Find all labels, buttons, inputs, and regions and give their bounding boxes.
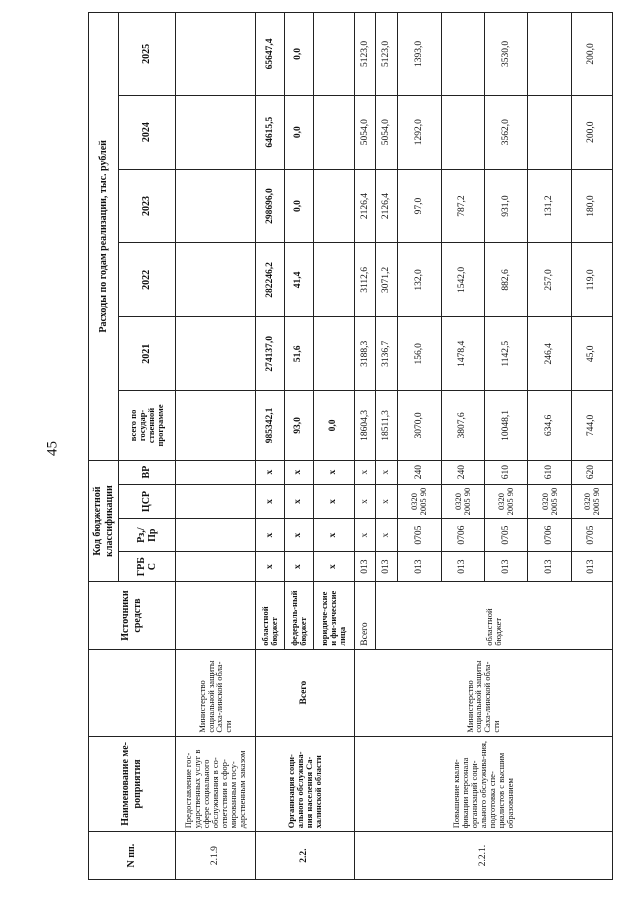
cell-grbs: 013 <box>441 551 484 581</box>
cell-rz: x <box>256 519 285 552</box>
cell-source: юридиче-ские и фи-зические лица <box>313 582 354 649</box>
cell-2022: 119,0 <box>571 243 612 317</box>
cell-grbs: 013 <box>528 551 571 581</box>
cell-grbs: 013 <box>376 551 398 581</box>
cell-csr: x <box>285 484 313 519</box>
row-num: 2.2. <box>256 832 355 880</box>
header-rz: Рз,/ Пр <box>119 519 175 552</box>
page-number: 45 <box>44 441 61 456</box>
row-executor: Всего <box>256 649 355 736</box>
cell-total: 18511,3 <box>376 391 398 461</box>
cell-2024: 1292,0 <box>398 95 441 169</box>
cell-csr: 0320 2005 90 <box>484 484 527 519</box>
cell-total: 0,0 <box>313 391 354 461</box>
cell-2023: 180,0 <box>571 169 612 243</box>
cell-vr: x <box>354 460 376 484</box>
header-vr: ВР <box>119 460 175 484</box>
cell-2021: 45,0 <box>571 317 612 391</box>
cell-csr: x <box>376 484 398 519</box>
row-name: Предоставление гос-ударственных услуг в сфере социального обслуживания в со-ответствии в сфор-мированным госу-дарственным заказом <box>175 736 255 832</box>
cell-2024 <box>528 95 571 169</box>
row-executor: Министерство социальной защиты Саха-линской обла-сти <box>354 649 612 736</box>
cell-2024 <box>441 95 484 169</box>
row-name: Повышение квали-фикации персонала организаций соци-ального обслужива-ния, подготовка спе-циалистов с высшим образованием <box>354 736 612 832</box>
cell-2025: 65647,4 <box>256 13 285 96</box>
cell-2022: 282246,2 <box>256 243 285 317</box>
cell-2025: 5123,0 <box>354 13 376 96</box>
cell-rz: 0705 <box>398 519 441 552</box>
cell-grbs: 013 <box>484 551 527 581</box>
cell-vr: 240 <box>441 460 484 484</box>
cell-csr: x <box>256 484 285 519</box>
header-2025: 2025 <box>119 13 175 96</box>
header-total: всего по государ-ственной программе <box>119 391 175 461</box>
cell-2022: 257,0 <box>528 243 571 317</box>
cell-vr: 620 <box>571 460 612 484</box>
header-executor <box>89 649 176 736</box>
cell-vr: x <box>256 460 285 484</box>
cell-2021: 246,4 <box>528 317 571 391</box>
cell-2023: 2126,4 <box>354 169 376 243</box>
cell-grbs: x <box>285 551 313 581</box>
cell-2023: 298696,0 <box>256 169 285 243</box>
cell-vr: 610 <box>484 460 527 484</box>
cell-total: 3807,6 <box>441 391 484 461</box>
row-executor: Министерство социальной защиты Саха-линской обла-сти <box>175 649 255 736</box>
cell-2023: 931,0 <box>484 169 527 243</box>
cell-2021: 3188,3 <box>354 317 376 391</box>
cell-grbs: 013 <box>354 551 376 581</box>
cell-total: 744,0 <box>571 391 612 461</box>
cell-csr: 0320 2005 90 <box>528 484 571 519</box>
cell-rz: x <box>376 519 398 552</box>
cell-rz: 0705 <box>571 519 612 552</box>
cell-2024: 0,0 <box>285 95 313 169</box>
cell-2021: 274137,0 <box>256 317 285 391</box>
cell-rz: 0706 <box>441 519 484 552</box>
header-expenses: Расходы по годам реализации, тыс. рублей <box>89 13 119 461</box>
cell-2022: 1542,0 <box>441 243 484 317</box>
cell-2025: 5123,0 <box>376 13 398 96</box>
row-num: 2.1.9 <box>175 832 255 880</box>
cell-total: 10048,1 <box>484 391 527 461</box>
table-row <box>256 13 285 880</box>
cell-2025 <box>313 13 354 96</box>
cell-2025: 200,0 <box>571 13 612 96</box>
cell-2024: 5054,0 <box>376 95 398 169</box>
cell-2025 <box>441 13 484 96</box>
cell-total: 18604,3 <box>354 391 376 461</box>
cell-2023: 131,2 <box>528 169 571 243</box>
cell-2022: 3071,2 <box>376 243 398 317</box>
cell-rz: 0705 <box>484 519 527 552</box>
cell-vr: x <box>376 460 398 484</box>
cell-2021: 51,6 <box>285 317 313 391</box>
cell-source: федераль-ный бюджет <box>285 582 313 649</box>
cell-2025 <box>528 13 571 96</box>
cell-rz: x <box>354 519 376 552</box>
cell-2023: 787,2 <box>441 169 484 243</box>
cell-2022: 3112,6 <box>354 243 376 317</box>
cell-2022: 132,0 <box>398 243 441 317</box>
cell-2023 <box>313 169 354 243</box>
cell-vr: x <box>313 460 354 484</box>
header-name: Наименование ме-роприятия <box>89 736 176 832</box>
budget-table <box>88 12 613 880</box>
cell-csr: 0320 2005 90 <box>398 484 441 519</box>
cell-2021: 3136,7 <box>376 317 398 391</box>
cell-2023: 97,0 <box>398 169 441 243</box>
cell-csr: x <box>313 484 354 519</box>
header-budget-code: Код бюджетной классификации <box>89 460 119 582</box>
cell-2024: 5054,0 <box>354 95 376 169</box>
cell-2021 <box>313 317 354 391</box>
cell-csr: 0320 2005 90 <box>571 484 612 519</box>
cell-vr: x <box>285 460 313 484</box>
row-name: Организация соци-ального обслужива-ния населения Са-халинской области <box>256 736 355 832</box>
cell-rz: 0706 <box>528 519 571 552</box>
cell-total: 93,0 <box>285 391 313 461</box>
table-row <box>354 13 376 880</box>
cell-2023: 0,0 <box>285 169 313 243</box>
cell-vr: 240 <box>398 460 441 484</box>
cell-rz: x <box>313 519 354 552</box>
cell-2025: 0,0 <box>285 13 313 96</box>
cell-2025: 3530,0 <box>484 13 527 96</box>
cell-2022 <box>313 243 354 317</box>
header-2021: 2021 <box>119 317 175 391</box>
header-sources: Источники средств <box>89 582 176 649</box>
cell-source: Всего <box>354 582 376 649</box>
cell-source: областной бюджет <box>376 582 613 649</box>
budget-table-rotated <box>88 12 613 880</box>
cell-2025: 1393,0 <box>398 13 441 96</box>
cell-2023: 2126,4 <box>376 169 398 243</box>
header-num: N пп. <box>89 832 176 880</box>
cell-grbs: x <box>313 551 354 581</box>
cell-rz: x <box>285 519 313 552</box>
cell-2022: 882,6 <box>484 243 527 317</box>
cell-2021: 156,0 <box>398 317 441 391</box>
cell-2022: 41,4 <box>285 243 313 317</box>
cell-vr: 610 <box>528 460 571 484</box>
cell-2021: 1478,4 <box>441 317 484 391</box>
cell-csr: x <box>354 484 376 519</box>
cell-2021: 1142,5 <box>484 317 527 391</box>
cell-2024: 200,0 <box>571 95 612 169</box>
row-num: 2.2.1. <box>354 832 612 880</box>
cell-total: 985342,1 <box>256 391 285 461</box>
header-grbs: ГРБ С <box>119 551 175 581</box>
cell-grbs: 013 <box>571 551 612 581</box>
cell-total: 634,6 <box>528 391 571 461</box>
cell-grbs: x <box>256 551 285 581</box>
cell-2024: 3562,0 <box>484 95 527 169</box>
header-2024: 2024 <box>119 95 175 169</box>
cell-2024 <box>313 95 354 169</box>
table-row <box>175 13 255 880</box>
cell-2024: 64615,5 <box>256 95 285 169</box>
cell-grbs: 013 <box>398 551 441 581</box>
header-csr: ЦСР <box>119 484 175 519</box>
cell-total: 3070,0 <box>398 391 441 461</box>
cell-csr: 0320 2005 90 <box>441 484 484 519</box>
cell-source: областной бюджет <box>256 582 285 649</box>
header-2022: 2022 <box>119 243 175 317</box>
header-2023: 2023 <box>119 169 175 243</box>
